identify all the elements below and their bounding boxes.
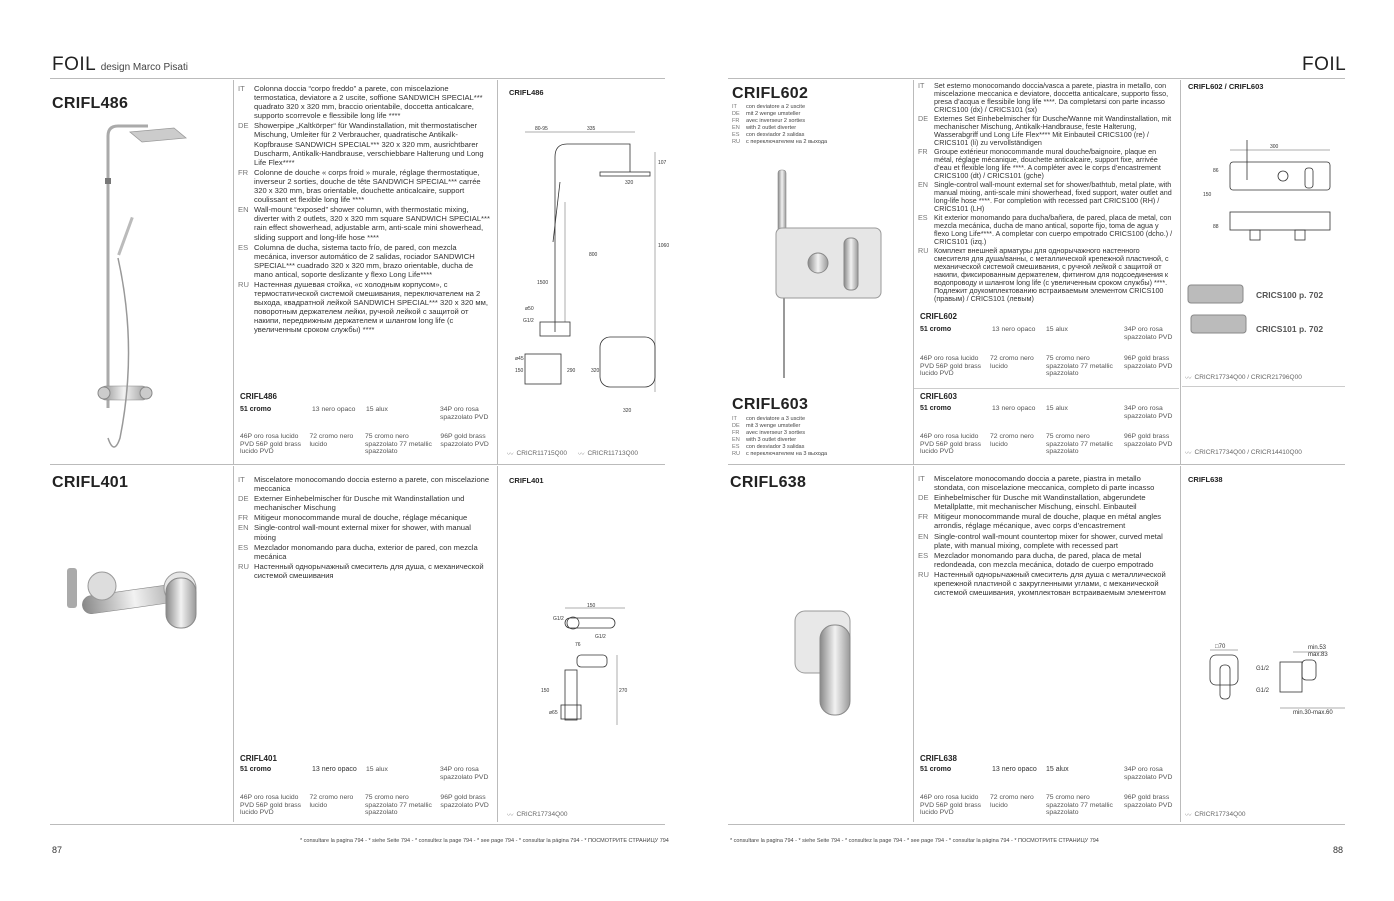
description-crifl486: IT Colonna doccia “corpo freddo” a parete, con miscelazione termostatica, deviatore a 2 uscite, soffione SANDWICH SPECIAL*** quadrato 320 x 320 mm, braccio orientabile, doccetta anticalcare, supporto scorrevole e flessibile long life **** DE Showerpipe „Kaltkörper“ für Wandinstallation, mit thermostatischer Mischung, Umleiter für 2 Verbraucher, quadratische Antikalk-Kopfbrause SANDWICH SPECIAL*** 320 x 320 mm, ausrichtbarer Duscharm, Antikalk-Handbrause, verschiebbare Halterung und Long Life Flex**** FR Colonne de douche « corps froid » murale, réglage thermostatique, inverseur 2 sorties, douche de tête SANDWICH SPECIAL*** carrée 320 x 320 mm, bras orientable, douchette anticalcaire, support coulissant et flexible long life **** EN Wall-mount “exposed” shower column, with thermostatic mixing, diverter with 2 outlets, 320 x 320 mm square SANDWICH SPECIAL*** rain effect showerhead, adjustable arm, anti-scale mini showerhead, sliding support and long-life hose **** ES Columna de ducha, sistema tacto frío, de pared, con mezcla mecánica, inversor automático de 2 salidas, rociador SANDWICH SPECIAL*** cuadrado 320 x 320 mm, brazo orientable, ducha de mano antical, soporte deslizante y flexo Long Life**** RU Настенная душевая стойка, «с холодным корпусом», с термостатической системой смешивания, переключателем на 2 выхода, квадратной лейкой SANDWICH SPECIAL*** 320 x 320 мм, поворотным держателем лейки, ручной лейкой с защитой от накипи, передвижным держателем и шлангом long life (с увеличенным сроком службы) ****: [238, 84, 490, 335]
footer-rule: [728, 824, 1345, 825]
finish-title: CRIFL401: [240, 754, 277, 763]
column-divider: [233, 80, 234, 464]
accessory-code: CRICR17734Q00 / CRICR14410Q00: [1194, 449, 1302, 456]
product-code: CRIFL486: [52, 95, 129, 112]
finish-main-row: 51 cromo 13 nero opaco 15 alux 34P oro rosa spazzolato PVD: [920, 766, 1173, 781]
svg-text:150: 150: [587, 603, 596, 609]
finish-main-row: 51 cromo 13 nero opaco 15 alux 34P oro rosa spazzolato PVD: [920, 326, 1173, 341]
variant-list-crifl602: IT con deviatore a 2 uscite DE mit 2 wenge umsteller FR avec inverseur 2 sorties EN with 2 outlet diverter ES con desviador 2 salidas RU с переключателем на 2 выхода: [732, 104, 828, 145]
svg-text:290: 290: [567, 368, 576, 374]
accessory-code: CRICR17734Q00 / CRICR21796Q00: [1194, 374, 1302, 381]
drawing-label: CRIFL401: [509, 476, 544, 485]
svg-text:300: 300: [1270, 144, 1279, 150]
technical-drawing-crifl638: [1185, 640, 1345, 720]
section-rule: [728, 464, 1345, 465]
svg-text:320: 320: [625, 180, 634, 186]
accessory-code: CRICR11715Q00: [516, 450, 567, 457]
column-divider: [913, 80, 914, 464]
column-divider: [233, 466, 234, 822]
drawing-label: CRIFL602 / CRIFL603: [1188, 82, 1264, 91]
accessory-code: CRICR17734Q00: [1194, 811, 1246, 818]
sub-rule: [1182, 386, 1345, 387]
shower-hose-icon: 〰: [507, 451, 514, 458]
page-number: 87: [52, 845, 63, 855]
svg-text:G1/2: G1/2: [1256, 666, 1270, 672]
svg-text:min.53: min.53: [1308, 645, 1327, 651]
series-title: FOIL: [52, 54, 97, 75]
finish-title: CRIFL486: [240, 392, 277, 401]
product-code: CRIFL602: [732, 85, 809, 102]
footer-rule: [50, 824, 665, 825]
wall-mixer-photo: [790, 603, 860, 718]
column-divider: [497, 80, 498, 464]
header-rule: [50, 78, 665, 79]
drawing-label: CRIFL486: [509, 88, 544, 97]
technical-drawing-crifl486: [505, 122, 670, 422]
svg-text:1060: 1060: [658, 243, 670, 249]
footer-note: * consultare la pagina 794 - * siehe Seite 794 - * consultez la page 794 - * see page 794 - * consultar la página 794 - * ПОСМОТРИТЕ СТРАНИЦУ 794: [300, 838, 669, 844]
section-rule: [50, 464, 665, 465]
crics100-reference[interactable]: CRICS100 p. 702: [1256, 290, 1324, 300]
svg-text:270: 270: [619, 688, 628, 694]
svg-text:G1/2: G1/2: [1256, 688, 1270, 694]
shower-hose-icon: 〰: [1185, 812, 1192, 819]
shower-mixer-photo: [62, 558, 202, 648]
column-divider: [913, 466, 914, 822]
svg-text:ø45: ø45: [515, 356, 524, 362]
svg-text:150: 150: [1203, 192, 1212, 198]
svg-text:G1/2: G1/2: [553, 616, 564, 622]
description-crifl638: IT Miscelatore monocomando doccia a parete, piastra in metallo stondata, con miscelazione meccanica, completo di parte incasso DE Einhebelmischer für Dusche mit Wandinstallation, abgerundete Metallplatte, mit mechanischer Mischung, einschl. Einbauteil FR Mitigeur monocommande mural de douche, plaque en métal angles arrondis, réglage mécanique, avec corps d’encastrement EN Single-control wall-mount countertop mixer for shower, curved metal plate, with manual mixing, complete with recessed part ES Mezclador monomando para ducha, de pared, placa de metal redondeada, con mezcla mecánica, dotado de cuerpo empotrado RU Настенный однорычажный смеситель для душа с металлической крепежной пластиной с закругленными углами, с механической системой смешивания, укомплектован встраиваемым элементом: [918, 474, 1166, 598]
finish-main-row: 51 cromo 13 nero opaco 15 alux 34P oro rosa spazzolato PVD: [240, 406, 489, 421]
footer-note: * consultare la pagina 794 - * siehe Seite 794 - * consultez la page 794 - * see page 794 - * consultar la página 794 - * ПОСМОТРИТЕ СТРАНИЦУ 794: [730, 838, 1099, 844]
accessory-list: [1185, 810, 1245, 819]
finish-main-row: 51 cromo 13 nero opaco 15 alux 34P oro rosa spazzolato PVD: [920, 405, 1173, 420]
svg-text:min.30-max.60: min.30-max.60: [1293, 710, 1333, 716]
svg-text:320: 320: [591, 368, 600, 374]
recessed-part-photos: [1183, 280, 1253, 340]
finish-secondary-row: 46P oro rosa lucido PVD 56P gold brass lucido PVD 72 cromo nero lucido 75 cromo nero spazzolato 77 metallic spazzolato 96P gold brass spazzolato PVD: [240, 433, 489, 456]
svg-text:max.83: max.83: [1308, 652, 1328, 658]
column-divider: [497, 466, 498, 822]
svg-text:80-95: 80-95: [535, 126, 548, 132]
svg-text:800: 800: [589, 252, 598, 258]
left-header: [52, 54, 188, 76]
svg-text:G1/2: G1/2: [523, 318, 534, 324]
svg-text:ø65: ø65: [549, 710, 558, 716]
finish-secondary-row: 46P oro rosa lucido PVD 56P gold brass lucido PVD 72 cromo nero lucido 75 cromo nero spazzolato 77 metallic spazzolato 96P gold brass spazzolato PVD: [920, 794, 1173, 817]
svg-text:ø50: ø50: [525, 306, 534, 312]
finish-secondary-row: 46P oro rosa lucido PVD 56P gold brass lucido PVD 72 cromo nero lucido 75 cromo nero spazzolato 77 metallic spazzolato 96P gold brass spazzolato PVD: [920, 355, 1173, 378]
accessory-code: CRICR17734Q00: [516, 811, 568, 818]
svg-text:G1/2: G1/2: [595, 634, 606, 640]
series-title-right: FOIL: [1302, 54, 1347, 75]
page-number: 88: [1333, 845, 1344, 855]
svg-text:150: 150: [515, 368, 524, 374]
technical-drawing-crifl602: [1195, 140, 1345, 250]
finish-title: CRIFL602: [920, 312, 957, 321]
shower-hose-icon: 〰: [577, 451, 585, 458]
accessory-list: [507, 810, 567, 819]
bath-shower-set-photo: [748, 168, 888, 383]
accessory-list: [507, 449, 638, 458]
crics101-reference[interactable]: CRICS101 p. 702: [1256, 324, 1324, 334]
drawing-label: CRIFL638: [1188, 475, 1223, 484]
svg-text:320: 320: [623, 408, 632, 414]
shower-hose-icon: 〰: [1185, 375, 1192, 382]
shower-column-photo: [78, 118, 188, 458]
column-divider: [1180, 80, 1181, 464]
svg-text:107: 107: [658, 160, 667, 166]
variant-list-crifl603: IT con deviatore a 3 uscite DE mit 3 wenge umsteller FR avec inverseur 3 sorties EN with 3 outlet diverter ES con desviador 3 salidas RU с переключателем на 3 выхода: [732, 416, 828, 457]
finish-main-row: 51 cromo 13 nero opaco 15 alux 34P oro rosa spazzolato PVD: [240, 766, 489, 781]
header-rule: [728, 78, 1345, 79]
product-code: CRIFL603: [732, 396, 809, 413]
svg-text:335: 335: [587, 126, 596, 132]
shower-hose-icon: 〰: [1185, 450, 1192, 457]
description-crifl401: IT Miscelatore monocomando doccia esterno a parete, con miscelazione meccanica DE Externer Einhebelmischer für Dusche mit Wandinstallation und mechanischer Mischung FR Mitigeur monocommande mural de douche, réglage mécanique EN Single-control wall-mount external mixer for shower, with manual mixing ES Mezclador monomando para ducha, exterior de pared, con mezcla mecánica RU Настенный однорычажный смеситель для душа, с механической системой смешивания: [238, 475, 490, 580]
svg-text:88: 88: [1213, 224, 1219, 230]
finish-title: CRIFL603: [920, 392, 957, 401]
sub-rule: [914, 388, 1179, 389]
svg-text:86: 86: [1213, 168, 1219, 174]
product-code: CRIFL401: [52, 474, 129, 491]
finish-title: CRIFL638: [920, 754, 957, 763]
accessory-list: [1185, 373, 1302, 382]
finish-secondary-row: 46P oro rosa lucido PVD 56P gold brass lucido PVD 72 cromo nero lucido 75 cromo nero spazzolato 77 metallic spazzolato 96P gold brass spazzolato PVD: [240, 794, 489, 817]
svg-text:150: 150: [541, 688, 550, 694]
accessory-list: [1185, 448, 1302, 457]
technical-drawing-crifl401: [535, 600, 635, 730]
svg-text:1500: 1500: [537, 280, 549, 286]
accessory-code: CRICR11713Q00: [587, 450, 638, 457]
shower-hose-icon: 〰: [507, 812, 514, 819]
svg-text:□70: □70: [1215, 644, 1226, 650]
finish-secondary-row: 46P oro rosa lucido PVD 56P gold brass lucido PVD 72 cromo nero lucido 75 cromo nero spazzolato 77 metallic spazzolato 96P gold brass spazzolato PVD: [920, 433, 1173, 456]
product-code: CRIFL638: [730, 474, 807, 491]
svg-text:76: 76: [575, 642, 581, 648]
designer-credit: design Marco Pisati: [100, 62, 188, 73]
description-crifl602: IT Set esterno monocomando doccia/vasca a parete, piastra in metallo, con miscelazione meccanica e deviatore, doccetta anticalcare, supporto fisso, presa d’acqua e flessibile long life ****. Da completarsi con parte incasso CRICS100 (dx) / CRICS101 (sx) DE Externes Set Einhebelmischer für Dusche/Wanne mit Wandinstallation, mit mechanischer Mischung, Antikalk-Handbrause, feste Halterung, Wasserabgriff und Long Life Flex**** Mit Einbauteil CRICS100 (re) / CRICS101 (li) zu vervollständigen FR Groupe extérieur monocommande mural douche/baignoire, plaque en métal, réglage mécanique, douchette anticalcaire, support fixe, arrivée d’eau et flexible long life ****. A compléter avec le corps d’encastrement CRICS100 (dt) / CRICS101 (gche) EN Single-control wall-mount external set for shower/bathtub, metal plate, with manual mixing, anti-scale mini showerhead, fixed support, water outlet and long-life hose ****. For completion with recessed part CRICS100 (RH) / CRICS101 (LH) ES Kit exterior monomando para ducha/bañera, de pared, placa de metal, con mezcla mecánica, ducha de mano antical, soporte fijo, toma de agua y flexo Long Life****. A completar con cuerpo empotrado CRICS100 (dcho.) / CRICS101 (izq.) RU Комплект внешней арматуры для однорычажного настенного смесителя для душа/ванны, с металлической крепежной пластиной, с механической системой смешивания, с ручной лейкой с защитой от накипи, фиксированным держателем, фитингом для подсоединения к водопроводу и шлангом long life (с увеличенным сроком службы) ****. Подлежит доукомплектованию встраиваемым элементом CRICS100 (правым) / CRICS101 (левым): [918, 81, 1173, 303]
column-divider: [1180, 466, 1181, 822]
